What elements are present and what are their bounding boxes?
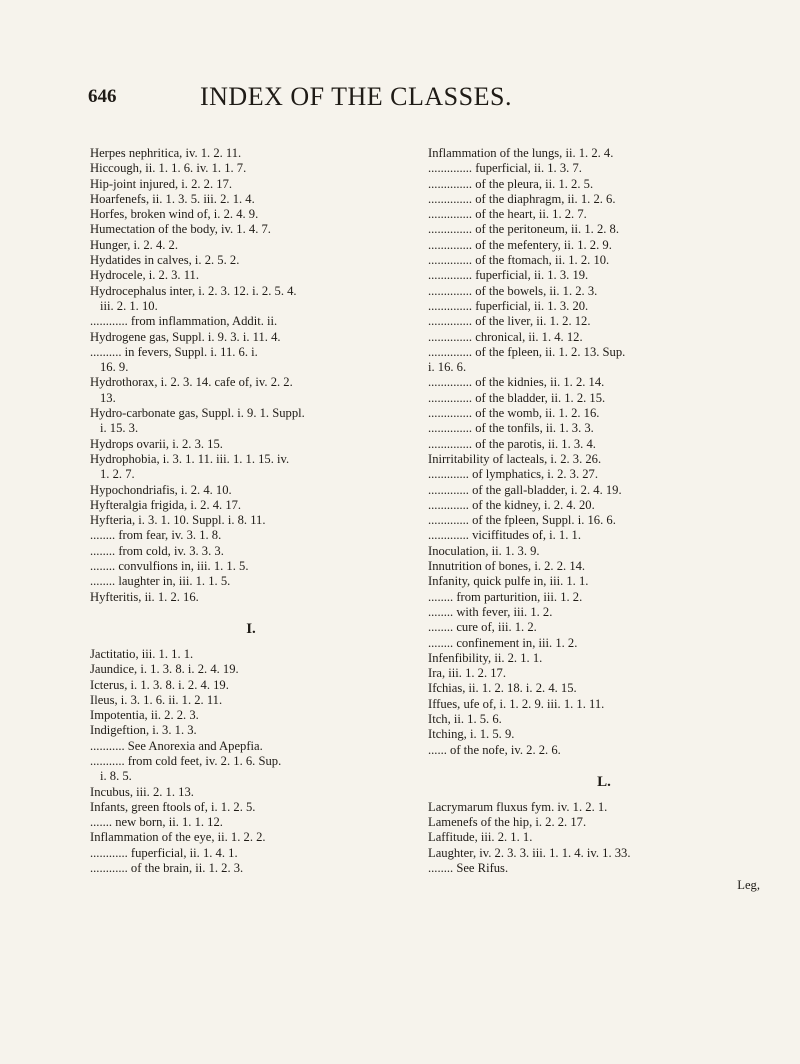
index-entry: ............ from inflammation, Addit. ii. — [90, 314, 278, 329]
index-entry: Lamenefs of the hip, i. 2. 2. 17. — [428, 815, 587, 830]
index-entry: iii. 2. 1. 10. — [100, 298, 158, 313]
index-entry: .............. of the pleura, ii. 1. 2. 5. — [428, 176, 594, 191]
index-entry: ............. of the fpleen, Suppl. i. 16. 6. — [428, 513, 616, 528]
index-entry: Hyfteria, i. 3. 1. 10. Suppl. i. 8. 11. — [90, 513, 266, 528]
index-entry: .............. of the peritoneum, ii. 1. 2. 8. — [428, 222, 619, 237]
index-entry: 1. 2. 7. — [100, 467, 135, 482]
index-entry: ............. of the gall-bladder, i. 2. 4. 19. — [428, 482, 622, 497]
index-entry: Horfes, broken wind of, i. 2. 4. 9. — [90, 207, 259, 222]
index-entry: .............. fuperficial, ii. 1. 3. 7. — [428, 161, 582, 176]
index-entry: .............. of the ftomach, ii. 1. 2. 10. — [428, 253, 610, 268]
section-letter: L. — [597, 773, 611, 790]
index-entry: ............. of lymphatics, i. 2. 3. 27. — [428, 467, 599, 482]
index-entry: i. 15. 3. — [100, 421, 139, 436]
index-entry: Ileus, i. 3. 1. 6. ii. 1. 2. 11. — [90, 692, 223, 707]
index-entry: Hydatides in calves, i. 2. 5. 2. — [90, 253, 240, 268]
index-entry: .............. of the bladder, ii. 1. 2. 15. — [428, 390, 606, 405]
index-entry: Inflammation of the lungs, ii. 1. 2. 4. — [428, 146, 614, 160]
page-number: 646 — [88, 86, 117, 107]
index-entry: Hydrophobia, i. 3. 1. 11. iii. 1. 1. 15. iv. — [90, 451, 290, 466]
index-entry: Itch, ii. 1. 5. 6. — [428, 711, 502, 726]
index-entry: .............. of the kidnies, ii. 1. 2. 14. — [428, 375, 605, 390]
index-column-right — [428, 146, 780, 894]
index-entry: .............. of the fpleen, ii. 1. 2. 13. Sup. — [428, 344, 626, 359]
index-entry: Impotentia, ii. 2. 2. 3. — [90, 708, 199, 723]
index-entry: ........... See Anorexia and Apepfia. — [90, 738, 263, 753]
index-entry: ....... new born, ii. 1. 1. 12. — [90, 815, 223, 830]
index-entry: Jaundice, i. 1. 3. 8. i. 2. 4. 19. — [90, 662, 239, 677]
index-entry: Herpes nephritica, iv. 1. 2. 11. — [90, 146, 242, 160]
index-entry: Hydrops ovarii, i. 2. 3. 15. — [90, 436, 223, 451]
index-entry: Ifchias, ii. 1. 2. 18. i. 2. 4. 15. — [428, 681, 577, 696]
index-entry: .............. fuperficial, ii. 1. 3. 19. — [428, 268, 589, 283]
index-entry: ............. viciffitudes of, i. 1. 1. — [428, 528, 581, 543]
index-entry: ........ from fear, iv. 3. 1. 8. — [90, 528, 222, 543]
index-entry: 13. — [100, 390, 116, 405]
index-entry: Laffitude, iii. 2. 1. 1. — [428, 830, 533, 845]
index-entry: Hyfteralgia frigida, i. 2. 4. 17. — [90, 497, 242, 512]
index-entry: Hiccough, ii. 1. 1. 6. iv. 1. 1. 7. — [90, 161, 247, 176]
index-entry: Hip-joint injured, i. 2. 2. 17. — [90, 176, 233, 191]
running-title: INDEX OF THE CLASSES. — [200, 82, 512, 111]
index-entry: .............. of the liver, ii. 1. 2. 12. — [428, 314, 591, 329]
index-entry: Hydrothorax, i. 2. 3. 14. cafe of, iv. 2. 2. — [90, 375, 293, 390]
index-entry: .............. chronical, ii. 1. 4. 12. — [428, 329, 583, 344]
index-entry: Inirritability of lacteals, i. 2. 3. 26. — [428, 451, 602, 466]
index-entry: i. 16. 6. — [428, 360, 467, 375]
index-entry: ........ convulfions in, iii. 1. 1. 5. — [90, 559, 249, 574]
index-entry: Hypochondriafis, i. 2. 4. 10. — [90, 482, 232, 497]
index-entry: Hyfteritis, ii. 1. 2. 16. — [90, 589, 199, 604]
index-entry: 16. 9. — [100, 360, 129, 375]
index-entry: ........... from cold feet, iv. 2. 1. 6. Sup. — [90, 753, 282, 768]
index-entry: Hoarfenefs, ii. 1. 3. 5. iii. 2. 1. 4. — [90, 191, 255, 206]
index-entry: i. 8. 5. — [100, 769, 132, 784]
index-entry: Iffues, ufe of, i. 1. 2. 9. iii. 1. 1. 11. — [428, 696, 605, 711]
index-entry: Humectation of the body, iv. 1. 4. 7. — [90, 222, 271, 237]
index-entry: Innutrition of bones, i. 2. 2. 14. — [428, 559, 586, 574]
index-entry: .............. of the mefentery, ii. 1. 2. 9. — [428, 237, 612, 252]
index-entry: Infants, green ftools of, i. 1. 2. 5. — [90, 799, 256, 814]
index-entry: Infenfibility, ii. 2. 1. 1. — [428, 650, 543, 665]
index-entry: .......... in fevers, Suppl. i. 11. 6. i. — [90, 344, 258, 359]
index-column-left — [90, 146, 412, 876]
index-entry: Hydrocephalus inter, i. 2. 3. 12. i. 2. 5. 4. — [90, 283, 297, 298]
index-entry: Ira, iii. 1. 2. 17. — [428, 666, 506, 681]
index-entry: Hunger, i. 2. 4. 2. — [90, 237, 178, 252]
index-entry: ............ of the brain, ii. 1. 2. 3. — [90, 861, 244, 876]
index-entry: Itching, i. 1. 5. 9. — [428, 727, 515, 742]
index-entry: Hydrogene gas, Suppl. i. 9. 3. i. 11. 4. — [90, 329, 281, 344]
index-entry: .............. of the womb, ii. 1. 2. 16. — [428, 406, 600, 421]
index-entry: Inoculation, ii. 1. 3. 9. — [428, 543, 540, 558]
index-entry: Laughter, iv. 2. 3. 3. iii. 1. 1. 4. iv. 1. 33. — [428, 845, 631, 860]
catchword: Leg, — [737, 878, 760, 893]
index-entry: Inflammation of the eye, ii. 1. 2. 2. — [90, 830, 266, 845]
page-header — [88, 82, 728, 126]
index-entry: ........ cure of, iii. 1. 2. — [428, 620, 537, 635]
index-entry: ...... of the nofe, iv. 2. 2. 6. — [428, 742, 561, 757]
index-entry: ........ from parturition, iii. 1. 2. — [428, 589, 583, 604]
index-entry: .............. of the diaphragm, ii. 1. 2. 6. — [428, 191, 616, 206]
index-entry: .............. of the parotis, ii. 1. 3. 4. — [428, 436, 596, 451]
index-entry: ........ laughter in, iii. 1. 1. 5. — [90, 574, 231, 589]
index-entry: ........ See Rifus. — [428, 861, 509, 876]
index-entry: Infanity, quick pulfe in, iii. 1. 1. — [428, 574, 589, 589]
index-entry: Hydrocele, i. 2. 3. 11. — [90, 268, 200, 283]
index-entry: ........ with fever, iii. 1. 2. — [428, 604, 553, 619]
index-entry: ........ confinement in, iii. 1. 2. — [428, 635, 578, 650]
index-entry: Lacrymarum fluxus fym. iv. 1. 2. 1. — [428, 799, 608, 814]
index-entry: .............. of the tonfils, ii. 1. 3. 3. — [428, 421, 594, 436]
index-entry: Icterus, i. 1. 3. 8. i. 2. 4. 19. — [90, 677, 229, 692]
index-entry: Jactitatio, iii. 1. 1. 1. — [90, 646, 194, 661]
index-entry: Indigeftion, i. 3. 1. 3. — [90, 723, 197, 738]
index-entry: .............. fuperficial, ii. 1. 3. 20. — [428, 298, 589, 313]
index-entry: Hydro-carbonate gas, Suppl. i. 9. 1. Suppl. — [90, 406, 305, 421]
index-entry: ............. of the kidney, i. 2. 4. 20. — [428, 497, 595, 512]
section-letter: I. — [246, 620, 256, 637]
index-entry: ............ fuperficial, ii. 1. 4. 1. — [90, 845, 238, 860]
index-entry: Incubus, iii. 2. 1. 13. — [90, 784, 194, 799]
index-entry: .............. of the bowels, ii. 1. 2. 3. — [428, 283, 598, 298]
index-entry: ........ from cold, iv. 3. 3. 3. — [90, 543, 224, 558]
index-entry: .............. of the heart, ii. 1. 2. 7. — [428, 207, 587, 222]
